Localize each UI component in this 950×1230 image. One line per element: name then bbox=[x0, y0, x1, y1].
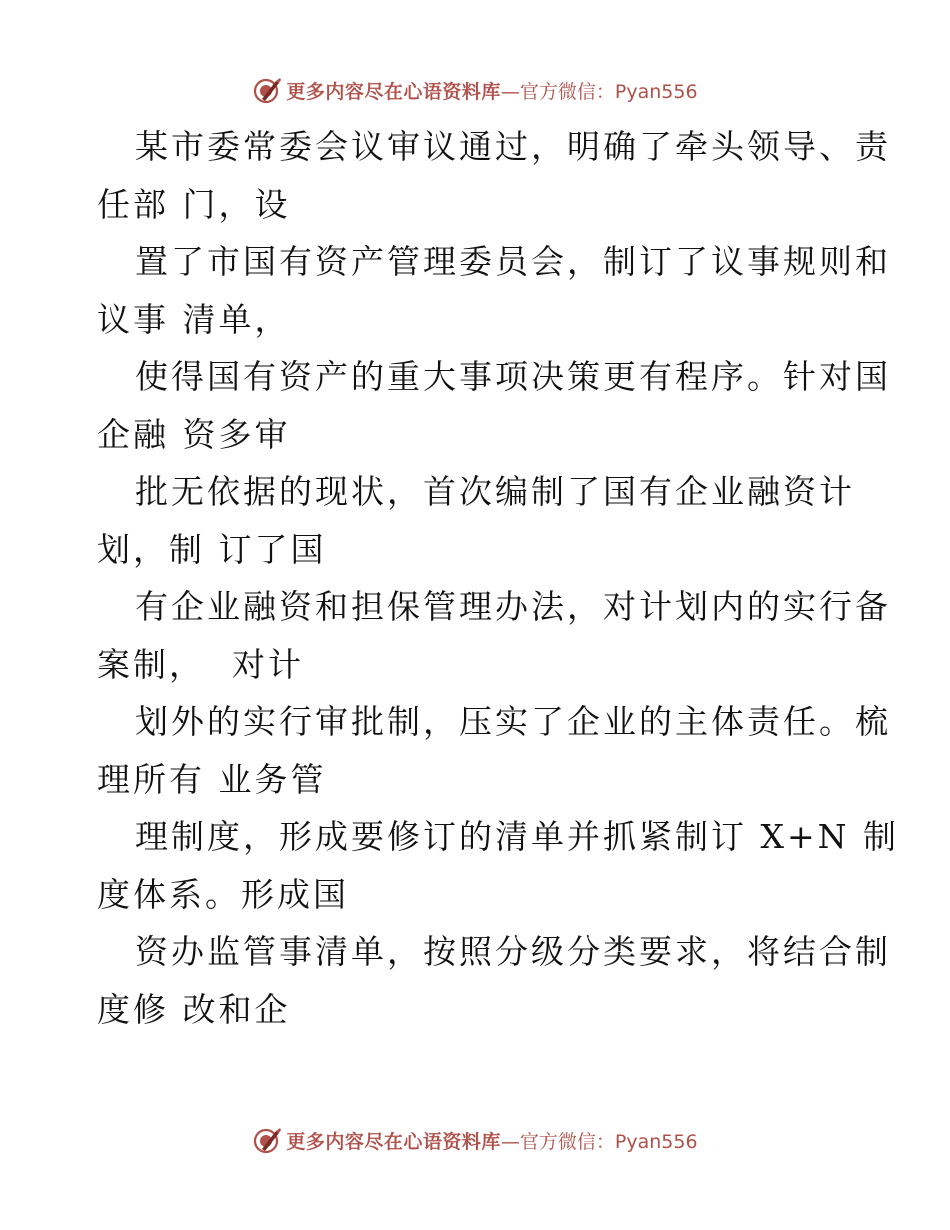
watermark-wechat: —官方微信：Pyan556 bbox=[500, 1130, 698, 1153]
pen-logo-icon bbox=[252, 1125, 282, 1155]
document-body bbox=[97, 118, 899, 1038]
text-line: 理所有 业务管 bbox=[97, 759, 327, 799]
paragraph bbox=[97, 808, 899, 923]
text-line: 某市委常委会议审议通过，明确了牵头领导、责 bbox=[135, 127, 891, 166]
text-line: 议事 清单， bbox=[97, 299, 291, 339]
text-line: 置了市国有资产管理委员会，制订了议事规则和 bbox=[135, 242, 891, 281]
text-line: 使得国有资产的重大事项决策更有程序。针对国 bbox=[135, 357, 891, 396]
text-line: 划，制 订了国 bbox=[97, 529, 327, 569]
text-line: 度体系。形成国 bbox=[97, 874, 349, 914]
watermark-text: 更多内容尽在心语资料库 bbox=[286, 1130, 501, 1153]
pen-logo-icon bbox=[252, 75, 282, 105]
paragraph bbox=[97, 578, 891, 693]
text-line: 理制度，形成要修订的清单并抓紧制订 X+N 制 bbox=[135, 817, 899, 856]
text-line: 企融 资多审 bbox=[97, 414, 291, 454]
text-line: 批无依据的现状，首次编制了国有企业融资计 bbox=[135, 472, 855, 511]
paragraph bbox=[97, 233, 891, 348]
header-watermark bbox=[0, 70, 950, 110]
watermark-text: 更多内容尽在心语资料库 bbox=[286, 80, 501, 103]
paragraph bbox=[97, 923, 891, 1038]
text-line: 度修 改和企 bbox=[97, 989, 291, 1029]
text-line: 资办监管事清单，按照分级分类要求，将结合制 bbox=[135, 932, 891, 971]
paragraph bbox=[97, 463, 867, 578]
paragraph bbox=[97, 693, 891, 808]
watermark-wechat: —官方微信：Pyan556 bbox=[500, 80, 698, 103]
paragraph bbox=[97, 118, 891, 233]
text-line: 有企业融资和担保管理办法，对计划内的实行备 bbox=[135, 587, 891, 626]
paragraph bbox=[97, 348, 891, 463]
footer-watermark bbox=[0, 1120, 950, 1160]
text-line: 划外的实行审批制，压实了企业的主体责任。梳 bbox=[135, 702, 891, 741]
text-line: 案制， 对计 bbox=[97, 644, 304, 684]
text-line: 任部 门，设 bbox=[97, 184, 291, 224]
